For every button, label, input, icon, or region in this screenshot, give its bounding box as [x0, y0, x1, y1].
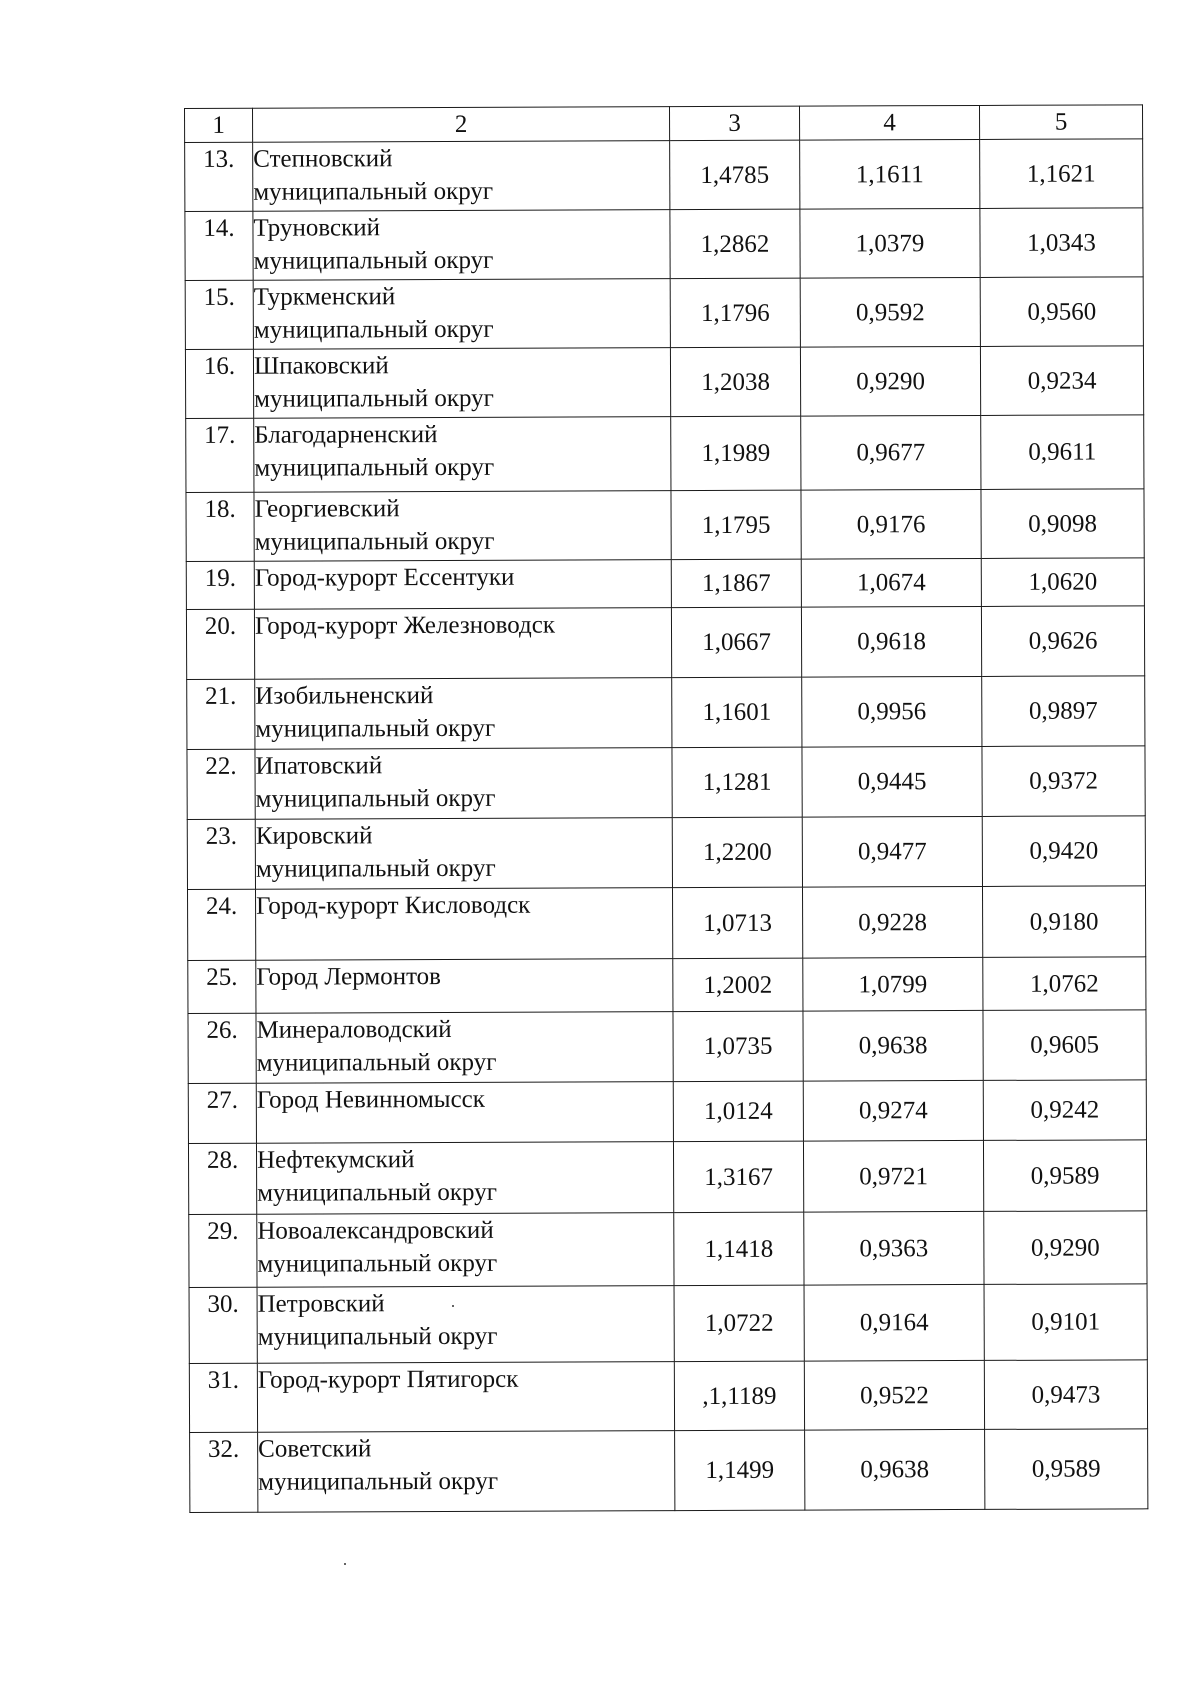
municipality-name-cell [257, 1286, 674, 1364]
municipality-type-line: муниципальный округ [253, 315, 494, 344]
value-cell-col3: 1,0713 [672, 887, 802, 958]
value-cell-col4: 0,9956 [802, 676, 982, 747]
municipality-name-line: Советский [258, 1435, 372, 1463]
municipality-name-line: Город-курорт Кисловодск [256, 891, 531, 920]
table-row [186, 606, 1144, 680]
municipality-name-cell [255, 748, 672, 820]
value-cell-col3: 1,2200 [672, 817, 802, 887]
table-row [188, 957, 1146, 1014]
municipality-name-cell [256, 888, 673, 961]
scan-speck [452, 1305, 454, 1307]
row-number-cell: 15. [185, 280, 253, 349]
value-cell-col3: 1,1796 [670, 278, 800, 347]
table-row [185, 208, 1143, 281]
row-number-cell: 16. [185, 349, 253, 418]
table-row [186, 558, 1144, 610]
municipality-name-cell [253, 141, 670, 212]
table-row [185, 346, 1143, 419]
row-number-cell: 14. [185, 211, 253, 280]
value-cell-col3: 1,0124 [673, 1081, 803, 1141]
table-row [185, 277, 1143, 350]
municipality-type-line: муниципальный округ [255, 784, 496, 813]
municipality-name-cell [257, 1362, 674, 1433]
value-cell-col5: 0,9180 [982, 886, 1145, 958]
value-cell-col4: 0,9228 [802, 886, 982, 958]
row-number-cell: 17. [186, 418, 254, 492]
municipality-name-line: Туркменский [253, 283, 396, 311]
municipality-name-cell [258, 1431, 675, 1513]
value-cell-col3: 1,4785 [670, 140, 800, 209]
municipality-name-cell [253, 348, 670, 419]
value-cell-col5: 0,9372 [982, 746, 1145, 817]
table-row [189, 1284, 1147, 1364]
table-row [188, 886, 1146, 961]
municipality-name-line: Георгиевский [254, 495, 400, 523]
value-cell-col5: 1,0762 [983, 957, 1146, 1011]
municipality-name-cell [257, 1213, 674, 1288]
row-number-cell: 13. [185, 142, 253, 211]
row-number-cell: 30. [189, 1287, 257, 1363]
value-cell-col5: 0,9242 [983, 1080, 1146, 1141]
value-cell-col3: 1,1795 [671, 490, 801, 559]
municipality-name-cell [254, 417, 671, 493]
value-cell-col4: 0,9274 [803, 1080, 983, 1141]
municipality-name-line: Нефтекумский [256, 1146, 415, 1174]
municipality-name-cell [254, 608, 671, 680]
row-number-cell: 27. [188, 1083, 256, 1143]
value-cell-col5: 0,9420 [982, 816, 1145, 887]
header-cell-3: 3 [669, 106, 799, 140]
value-cell-col3: 1,1499 [675, 1430, 805, 1510]
municipality-name-cell [256, 1012, 673, 1084]
municipality-type-line: муниципальный округ [256, 1048, 497, 1077]
row-number-cell: 25. [188, 960, 256, 1013]
table-body [185, 139, 1148, 1513]
table-row [187, 676, 1145, 750]
municipality-type-line: муниципальный округ [257, 1322, 498, 1351]
municipality-name-line: Изобильненский [255, 682, 434, 710]
municipality-name-line: Город Лермонтов [256, 963, 441, 991]
municipality-name-line: Город-курорт Пятигорск [257, 1365, 519, 1394]
value-cell-col4: 0,9363 [804, 1211, 984, 1285]
row-number-cell: 24. [188, 889, 256, 960]
municipality-type-line: муниципальный округ [253, 246, 494, 275]
municipality-name-cell [253, 279, 670, 350]
table-row [185, 139, 1143, 212]
row-number-cell: 31. [189, 1363, 257, 1432]
municipality-name-line: Петровский [257, 1290, 385, 1318]
table-row [186, 489, 1144, 562]
municipality-name-line: Новоалександровский [257, 1216, 494, 1245]
value-cell-col3: 1,2862 [670, 209, 800, 278]
value-cell-col3: 1,0735 [673, 1011, 803, 1081]
table-row [190, 1429, 1148, 1513]
municipality-type-line: муниципальный округ [253, 177, 494, 206]
value-cell-col4: 0,9638 [803, 1010, 983, 1081]
municipality-name-line: Степновский [253, 145, 393, 173]
municipality-name-line: Город Невинномысск [256, 1085, 485, 1114]
value-cell-col5: 0,9605 [983, 1010, 1146, 1081]
value-cell-col4: 1,0379 [800, 208, 980, 278]
row-number-cell: 18. [186, 492, 254, 561]
value-cell-col5: 0,9897 [982, 676, 1145, 747]
table-row [187, 746, 1145, 820]
municipality-type-line: муниципальный округ [257, 1178, 498, 1207]
value-cell-col3: 1,1281 [672, 747, 802, 817]
table-row [189, 1211, 1147, 1288]
table-row [188, 1140, 1146, 1215]
municipality-name-line: Ипатовский [255, 752, 383, 780]
table-row [186, 415, 1144, 493]
value-cell-col3: 1,2002 [673, 958, 803, 1011]
table-row [187, 816, 1145, 890]
municipality-name-cell [255, 818, 672, 890]
value-cell-col5: 1,0620 [981, 558, 1144, 607]
value-cell-col4: 0,9522 [804, 1360, 984, 1430]
value-cell-col3: 1,2038 [670, 347, 800, 416]
value-cell-col4: 1,0674 [801, 558, 981, 607]
value-cell-col3: ,1,1189 [674, 1361, 804, 1430]
municipality-name-cell [254, 491, 671, 562]
value-cell-col5: 0,9589 [983, 1140, 1146, 1212]
row-number-cell: 23. [187, 819, 255, 889]
row-number-cell: 22. [187, 749, 255, 819]
value-cell-col5: 0,9234 [980, 346, 1143, 416]
municipality-type-line: муниципальный округ [257, 1249, 498, 1278]
header-cell-4: 4 [799, 105, 979, 140]
row-number-cell: 21. [187, 679, 255, 749]
value-cell-col4: 0,9677 [801, 415, 981, 490]
row-number-cell: 28. [188, 1143, 256, 1214]
value-cell-col4: 0,9176 [801, 489, 981, 559]
municipality-type-line: муниципальный округ [258, 1467, 499, 1496]
municipality-name-cell [255, 678, 672, 750]
row-number-cell: 32. [190, 1432, 258, 1512]
header-cell-1: 1 [185, 108, 253, 142]
value-cell-col5: 0,9098 [981, 489, 1144, 559]
municipality-name-cell [256, 959, 673, 1014]
value-cell-col4: 1,0799 [803, 957, 983, 1011]
value-cell-col4: 0,9592 [800, 277, 980, 347]
value-cell-col3: 1,0667 [671, 607, 801, 677]
row-number-cell: 19. [186, 561, 254, 609]
municipality-name-line: Труновский [253, 214, 381, 242]
value-cell-col5: 0,9560 [980, 277, 1143, 347]
value-cell-col5: 0,9611 [981, 415, 1144, 490]
value-cell-col5: 0,9101 [984, 1284, 1147, 1361]
municipality-type-line: муниципальный округ [255, 714, 496, 743]
value-cell-col3: 1,1601 [672, 677, 802, 747]
value-cell-col4: 0,9445 [802, 746, 982, 817]
municipality-name-cell [256, 1142, 673, 1215]
value-cell-col5: 1,0343 [980, 208, 1143, 278]
table-row [189, 1360, 1147, 1433]
value-cell-col4: 0,9638 [805, 1429, 985, 1510]
value-cell-col3: 1,1867 [671, 559, 801, 607]
table-row [188, 1010, 1146, 1084]
municipality-type-line: муниципальный округ [254, 527, 495, 556]
row-number-cell: 29. [189, 1214, 257, 1287]
value-cell-col3: 1,0722 [674, 1285, 804, 1361]
value-cell-col4: 0,9618 [801, 606, 981, 677]
municipality-name-line: Город-курорт Железноводск [254, 611, 555, 640]
municipality-name-cell [256, 1082, 673, 1144]
value-cell-col5: 1,1621 [980, 139, 1143, 209]
municipality-name-cell [254, 560, 671, 610]
municipality-name-line: Минераловодский [256, 1015, 452, 1044]
header-row [185, 105, 1143, 143]
value-cell-col5: 0,9290 [984, 1211, 1147, 1285]
row-number-cell: 20. [186, 609, 254, 679]
value-cell-col4: 0,9721 [803, 1140, 983, 1212]
municipality-name-line: Город-курорт Ессентуки [254, 563, 515, 592]
municipality-type-line: муниципальный округ [255, 854, 496, 883]
value-cell-col3: 1,3167 [673, 1141, 803, 1212]
municipality-name-line: Шпаковский [253, 352, 389, 380]
value-cell-col5: 0,9589 [985, 1429, 1148, 1510]
value-cell-col4: 1,1611 [800, 139, 980, 209]
value-cell-col5: 0,9626 [981, 606, 1144, 677]
value-cell-col4: 0,9477 [802, 816, 982, 887]
municipality-name-line: Благодарненский [254, 421, 438, 449]
value-cell-col3: 1,1418 [674, 1212, 804, 1285]
value-cell-col4: 0,9164 [804, 1284, 984, 1361]
table-row [188, 1080, 1146, 1144]
municipality-name-line: Кировский [255, 822, 373, 850]
scan-speck [344, 1563, 346, 1565]
coefficients-table [184, 104, 1148, 1513]
value-cell-col3: 1,1989 [671, 416, 801, 490]
header-cell-5: 5 [979, 105, 1142, 140]
municipality-name-cell [253, 210, 670, 281]
municipality-type-line: муниципальный округ [254, 453, 495, 482]
value-cell-col4: 0,9290 [800, 346, 980, 416]
header-cell-2: 2 [253, 107, 670, 143]
row-number-cell: 26. [188, 1013, 256, 1083]
value-cell-col5: 0,9473 [984, 1360, 1147, 1430]
municipality-type-line: муниципальный округ [254, 384, 494, 413]
